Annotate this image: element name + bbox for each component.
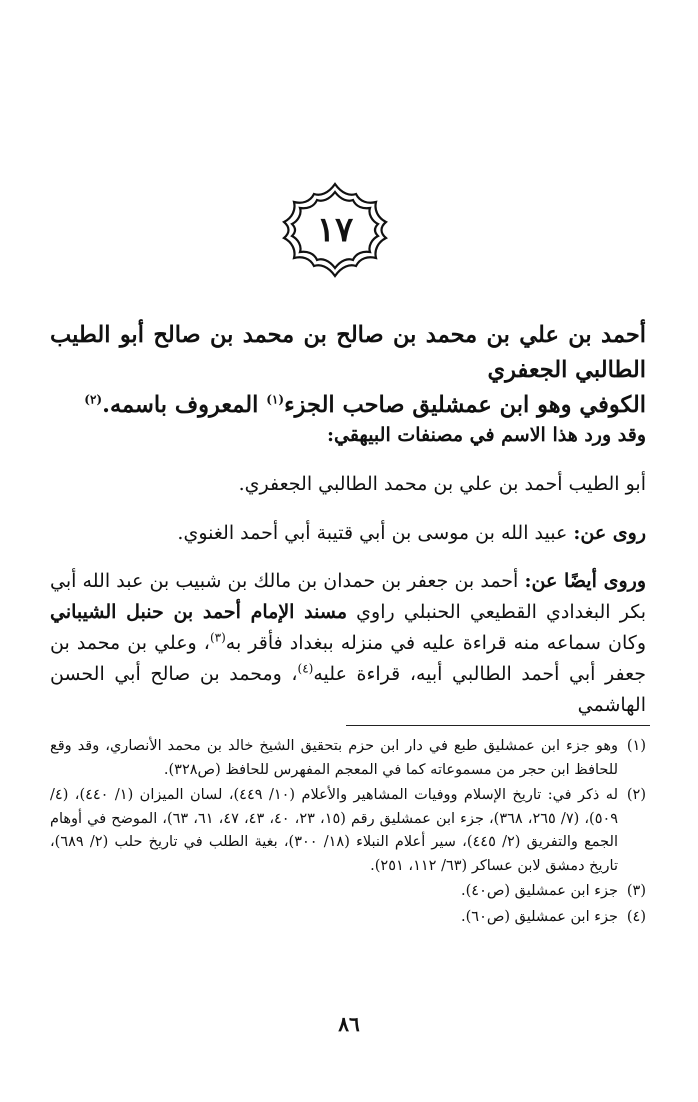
footnote-ref-1[interactable]: (١): [266, 392, 285, 407]
footnote-divider: [346, 725, 650, 726]
also-narrated-text-d: ، ومحمد بن صالح أبي الحسن الهاشمي: [50, 663, 646, 716]
narrated-from-line: [50, 518, 646, 548]
also-narrated-text-b: وكان سماعه منه قراءة عليه في منزله ببغداد فأقر به: [225, 632, 646, 654]
also-narrated-text-c: ، وعلي بن محمد بن جعفر أبي أحمد الطالبي أبيه، قراءة عليه: [50, 632, 646, 685]
footnote-2: [50, 784, 646, 878]
footnote-ref-4[interactable]: (٤): [297, 661, 314, 676]
title-line-2: [50, 388, 646, 423]
musnad-phrase: مسند الإمام أحمد بن حنبل الشيباني: [50, 601, 348, 623]
footnote-text: وهو جزء ابن عمشليق طبع في دار ابن حزم بتحقيق الشيخ خالد بن محمد الأنصاري، وقد وقع للحافظ ابن حجر من مسموعاته كما في المعجم المفهرس للحافظ (ص٣٢٨).: [50, 738, 618, 778]
footnote-number: (٣): [626, 883, 646, 899]
footnote-text: جزء ابن عمشليق (ص٤٠).: [461, 883, 618, 899]
also-narrated-paragraph: [50, 566, 646, 721]
footnote-number: (٤): [626, 908, 646, 925]
title-line-2-end: المعروف باسمه.: [102, 392, 267, 418]
entry-title: [50, 318, 646, 423]
also-narrated-label-a: وروى: [596, 570, 647, 592]
footnote-4: [50, 906, 646, 930]
footnote-number: (١): [626, 738, 646, 754]
footnote-text: له ذكر في: تاريخ الإسلام ووفيات المشاهير والأعلام (١٠/ ٤٤٩)، لسان الميزان (١/ ٤٤٠)، (٤/ ٥٠٩)، (٧/ ٢٦٥، ٣٦٨)، جزء ابن عمشليق رقم (١٥، ٢٣، ٤٠، ٤٣، ٤٧، ٦١، ٦٣)، الموضح في أوهام الجمع والتفريق (٢/ ٤٤٥)، سير أعلام النبلاء (١٨/ ٣٠٠)، بغية الطلب في تاريخ حلب (٢/ ٦٨٩)، تاريخ دمشق لابن عساكر (٦٣/ ١١٢، ٢٥١).: [50, 787, 619, 874]
footnote-ref-3[interactable]: (٣): [209, 630, 226, 645]
footnotes: [50, 735, 646, 931]
also-narrated-text-a: أحمد بن جعفر بن حمدان بن مالك بن شبيب بن عبد الله أبي بكر البغدادي القطيعي الحنبلي راوي: [50, 570, 646, 623]
title-line-2-start: الكوفي وهو ابن عمشليق صاحب الجزء: [284, 392, 646, 418]
title-line-1: أحمد بن علي بن محمد بن صالح بن محمد بن صالح أبو الطيب الطالبي الجعفري: [50, 322, 646, 383]
footnote-1: [50, 735, 646, 782]
occurrence-heading: وقد ورد هذا الاسم في مصنفات البيهقي:: [326, 424, 646, 446]
footnote-3: [50, 880, 646, 904]
narrated-from-text: عبيد الله بن موسى بن أبي قتيبة أبي أحمد الغنوي.: [177, 522, 574, 544]
footnote-number: (٢): [626, 787, 646, 803]
page-number: ٨٦: [338, 1012, 360, 1036]
entry-number-ornament: [276, 180, 394, 280]
also-narrated-label-b: أيضًا عن:: [524, 570, 597, 592]
entry-number: ١٧: [316, 210, 354, 250]
narrated-from-label: روى عن:: [573, 522, 646, 544]
footnote-text: جزء ابن عمشليق (ص٦٠).: [461, 908, 618, 925]
footnote-ref-2[interactable]: (٢): [84, 392, 103, 407]
name-line: أبو الطيب أحمد بن علي بن محمد الطالبي الجعفري.: [238, 473, 646, 495]
